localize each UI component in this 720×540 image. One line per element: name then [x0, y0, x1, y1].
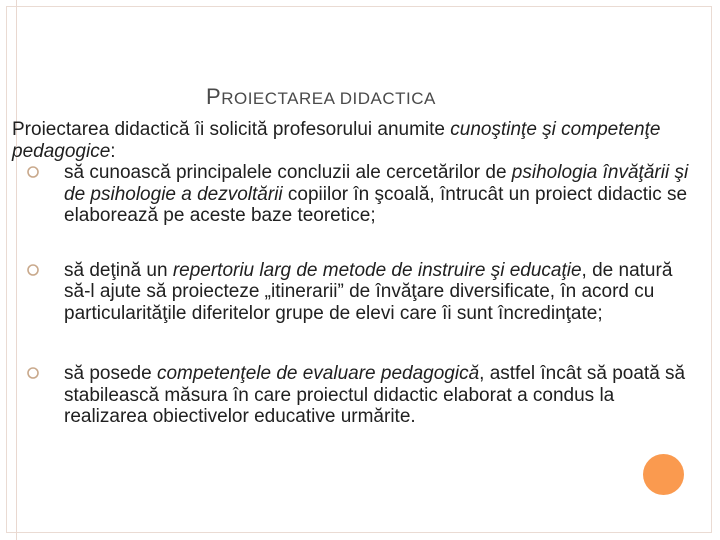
- intro-text: Proiectarea didactică îi solicită profesorului anumite: [12, 119, 451, 140]
- bullet-italic: repertoriu larg de metode de instruire şi educaţie: [172, 259, 582, 281]
- title-first-letter: P: [206, 84, 222, 109]
- decorative-orange-circle: [643, 454, 684, 495]
- bullet-italic: psihologia învăţării şi de psihologie a dezvoltării: [64, 162, 689, 205]
- bullet-text: să cunoască principalele concluzii ale cercetărilor de: [64, 162, 512, 183]
- title-rest: ROIECTAREA DIDACTICA: [221, 89, 436, 108]
- slide-body: [12, 119, 702, 428]
- hollow-circle-bullet-icon: [26, 263, 40, 277]
- bullet-item: [12, 162, 702, 227]
- bullet-text: , astfel încât să poată să stabilească măsura în care proiectul didactic elaborat a condus la realizarea obiectivelor educative urmărite.: [64, 363, 686, 427]
- bullet-item: [12, 363, 702, 428]
- bullet-text: să posede: [64, 363, 157, 384]
- slide-title: [206, 84, 436, 110]
- bullet-text: , de natură să-l ajute să proiecteze „itinerarii” de învăţare diversificate, în acord cu particularităţile diferitelor grupe de elevi care îi sunt încredinţate;: [64, 259, 673, 324]
- intro-paragraph: [12, 119, 702, 162]
- intro-end: :: [110, 140, 116, 162]
- bullet-italic: competenţele de evaluare pedagogică: [156, 363, 480, 384]
- bullet-text: copiilor în şcoală, întrucât un proiect didactic se elaborează pe aceste baze teoretice;: [64, 183, 688, 226]
- hollow-circle-bullet-icon: [26, 165, 40, 179]
- bullet-text: să deţină un: [64, 259, 173, 281]
- intro-italic: cunoştinţe şi competenţe pedagogice: [12, 119, 661, 162]
- bullet-item: [12, 260, 702, 325]
- hollow-circle-bullet-icon: [26, 366, 40, 380]
